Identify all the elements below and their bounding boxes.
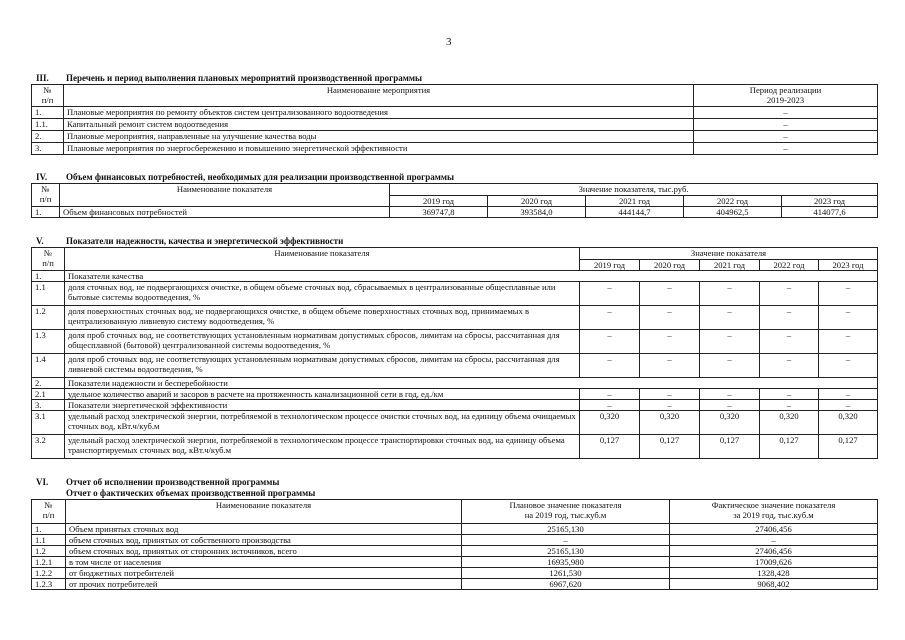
row-value: – bbox=[700, 282, 760, 306]
table-row bbox=[32, 282, 878, 306]
row-no: 3.1 bbox=[32, 411, 65, 435]
actual-volumes-table bbox=[31, 499, 878, 590]
row-period: – bbox=[694, 119, 878, 131]
row-value: 0,320 bbox=[700, 411, 760, 435]
table-row bbox=[32, 568, 878, 579]
row-name: в том числе от населения bbox=[66, 557, 462, 568]
row-no: 1. bbox=[32, 271, 65, 282]
table-row bbox=[32, 546, 878, 557]
row-value: – bbox=[700, 389, 760, 400]
row-period: – bbox=[694, 131, 878, 143]
row-no: 1.2 bbox=[32, 306, 65, 330]
row-value: – bbox=[760, 400, 819, 411]
row-value: – bbox=[760, 354, 819, 378]
row-name: объем сточных вод, принятых от собственного производства bbox=[66, 535, 462, 546]
row-no: 1.2.3 bbox=[32, 579, 66, 590]
row-value: – bbox=[819, 389, 878, 400]
row-fact: 9068,402 bbox=[670, 579, 878, 590]
section-4-title: Объем финансовых потребностей, необходимых для реализации производственной программы bbox=[66, 172, 455, 182]
row-name: доля сточных вод, не подвергающихся очистке, в общем объеме сточных вод, сбрасываемых в централизованные общесплавные или бытовые системы водоотведения, % bbox=[65, 282, 580, 306]
row-fact: 17009,626 bbox=[670, 557, 878, 568]
table-row bbox=[32, 557, 878, 568]
row-period: – bbox=[694, 107, 878, 119]
page-number: 3 bbox=[446, 36, 452, 48]
col-header-plan: Плановое значение показателя на 2019 год, тыс.куб.м bbox=[462, 500, 670, 524]
year-header: 2019 год bbox=[580, 260, 640, 271]
row-value: 0,127 bbox=[640, 435, 700, 459]
row-no: 1.1 bbox=[32, 282, 65, 306]
row-value: 0,320 bbox=[640, 411, 700, 435]
col-header-measure: Наименование мероприятия bbox=[64, 85, 694, 107]
row-name: Плановые мероприятия по ремонту объектов систем централизованного водоотведения bbox=[64, 107, 694, 119]
col-header-no: № п/п bbox=[32, 248, 65, 271]
col-header-fact: Фактическое значение показателя за 2019 год, тыс.куб.м bbox=[670, 500, 878, 524]
col-header-indicator: Наименование показателя bbox=[66, 500, 462, 524]
row-name: от прочих потребителей bbox=[66, 579, 462, 590]
row-no: 2.1 bbox=[32, 389, 65, 400]
row-no: 2. bbox=[32, 131, 64, 143]
table-row bbox=[32, 131, 878, 143]
row-no: 1.3 bbox=[32, 330, 65, 354]
row-value: 0,127 bbox=[700, 435, 760, 459]
row-value: 0,127 bbox=[760, 435, 819, 459]
year-header: 2022 год bbox=[684, 196, 782, 207]
year-header: 2023 год bbox=[782, 196, 878, 207]
row-no: 1. bbox=[32, 207, 60, 218]
col-header-period: Период реализации 2019-2023 bbox=[694, 85, 878, 107]
year-header: 2021 год bbox=[700, 260, 760, 271]
row-value: 369747,8 bbox=[390, 207, 488, 218]
year-header: 2023 год bbox=[819, 260, 878, 271]
row-plan: 25165,130 bbox=[462, 524, 670, 535]
table-row bbox=[32, 435, 878, 459]
row-value: – bbox=[580, 389, 640, 400]
table-row bbox=[32, 579, 878, 590]
row-value: – bbox=[760, 282, 819, 306]
row-value: 393584,0 bbox=[488, 207, 586, 218]
year-header: 2022 год bbox=[760, 260, 819, 271]
row-value: – bbox=[640, 389, 700, 400]
col-header-indicator: Наименование показателя bbox=[60, 184, 390, 207]
year-header: 2019 год bbox=[390, 196, 488, 207]
reliability-indicators-table bbox=[31, 247, 878, 459]
section-6-title: Отчет об исполнении производственной программы bbox=[66, 477, 280, 487]
row-value: 0,127 bbox=[580, 435, 640, 459]
row-plan: 1261,530 bbox=[462, 568, 670, 579]
row-value: – bbox=[819, 282, 878, 306]
table-row bbox=[32, 400, 878, 411]
row-value: – bbox=[760, 330, 819, 354]
year-header: 2020 год bbox=[640, 260, 700, 271]
row-value: 0,320 bbox=[819, 411, 878, 435]
row-name: удельный расход электрической энергии, потребляемой в технологическом процессе очистки сточных вод, на единицу объема очищаемых сточных вод, кВт.ч/куб.м bbox=[65, 411, 580, 435]
financial-needs-table bbox=[31, 183, 878, 218]
row-no: 1.1 bbox=[32, 535, 66, 546]
row-name: Плановые мероприятия, направленные на улучшение качества воды bbox=[64, 131, 694, 143]
col-header-no: № п/п bbox=[32, 85, 64, 107]
row-no: 1.2 bbox=[32, 546, 66, 557]
row-value: – bbox=[640, 282, 700, 306]
row-no: 2. bbox=[32, 378, 65, 389]
row-value: – bbox=[700, 330, 760, 354]
row-no: 1.1. bbox=[32, 119, 64, 131]
row-name: Показатели качества bbox=[65, 271, 878, 282]
row-fact: – bbox=[670, 535, 878, 546]
table-row bbox=[32, 354, 878, 378]
section-6-heading bbox=[36, 477, 279, 487]
table-row bbox=[32, 411, 878, 435]
section-6-number: VI. bbox=[36, 477, 49, 487]
table-row bbox=[32, 535, 878, 546]
row-name: доля поверхностных сточных вод, не подвергающихся очистке, в общем объеме поверхностных сточных вод, принимаемых в централизованную ливневую систему водоотведения, % bbox=[65, 306, 580, 330]
section-3-number: III. bbox=[36, 73, 49, 83]
table-row bbox=[32, 306, 878, 330]
row-name: доля проб сточных вод, не соответствующих установленным нормативам допустимых сбросов, лимитам на сбросы, рассчитанная для общесплавной (бытовой) централизованной системы водоотведения, % bbox=[65, 330, 580, 354]
row-value: 444144,7 bbox=[586, 207, 684, 218]
col-header-value: Значение показателя bbox=[580, 248, 878, 260]
row-value: – bbox=[760, 306, 819, 330]
table-row bbox=[32, 330, 878, 354]
row-no: 1.2.2 bbox=[32, 568, 66, 579]
section-5-heading bbox=[36, 236, 343, 246]
table-row bbox=[32, 524, 878, 535]
row-value: – bbox=[819, 400, 878, 411]
row-value: – bbox=[580, 400, 640, 411]
row-value: – bbox=[760, 389, 819, 400]
row-plan: – bbox=[462, 535, 670, 546]
col-header-no: № п/п bbox=[32, 500, 66, 524]
row-value: – bbox=[580, 282, 640, 306]
row-fact: 27406,456 bbox=[670, 546, 878, 557]
year-header: 2020 год bbox=[488, 196, 586, 207]
section-3-title: Перечень и период выполнения плановых мероприятий производственной программы bbox=[66, 73, 423, 83]
row-no: 3.2 bbox=[32, 435, 65, 459]
row-no: 1. bbox=[32, 524, 66, 535]
row-value: – bbox=[700, 354, 760, 378]
row-no: 1.2.1 bbox=[32, 557, 66, 568]
row-name: Показатели энергетической эффективности bbox=[65, 400, 580, 411]
planned-measures-table bbox=[31, 84, 878, 155]
row-name: Показатели надежности и бесперебойности bbox=[65, 378, 878, 389]
row-value: – bbox=[580, 330, 640, 354]
row-name: доля проб сточных вод, не соответствующих установленным нормативам допустимых сбросов, лимитам на сбросы, рассчитанная для ливневой системы водоотведения, % bbox=[65, 354, 580, 378]
section-3-heading bbox=[36, 73, 422, 83]
col-header-value: Значение показателя, тыс.руб. bbox=[390, 184, 878, 196]
row-no: 3. bbox=[32, 143, 64, 155]
row-value: – bbox=[580, 354, 640, 378]
row-no: 1.4 bbox=[32, 354, 65, 378]
row-name: Объем принятых сточных вод bbox=[66, 524, 462, 535]
row-fact: 27406,456 bbox=[670, 524, 878, 535]
row-plan: 16935,980 bbox=[462, 557, 670, 568]
row-fact: 1328,428 bbox=[670, 568, 878, 579]
table-row bbox=[32, 119, 878, 131]
row-value: – bbox=[640, 354, 700, 378]
row-plan: 6967,620 bbox=[462, 579, 670, 590]
row-name: удельный расход электрической энергии, потребляемой в технологическом процессе транспортировки сточных вод, на единицу объема транспортируемых сточных вод, кВт.ч/куб.м bbox=[65, 435, 580, 459]
row-plan: 25165,130 bbox=[462, 546, 670, 557]
year-header: 2021 год bbox=[586, 196, 684, 207]
row-value: – bbox=[640, 306, 700, 330]
table-row bbox=[32, 389, 878, 400]
row-value: – bbox=[700, 306, 760, 330]
section-6-subtitle: Отчет о фактических объемах производственной программы bbox=[66, 488, 316, 498]
row-value: – bbox=[819, 330, 878, 354]
row-value: – bbox=[640, 400, 700, 411]
section-4-heading bbox=[36, 172, 454, 182]
row-name: объем сточных вод, принятых от сторонних источников, всего bbox=[66, 546, 462, 557]
row-no: 3. bbox=[32, 400, 65, 411]
row-name: удельное количество аварий и засоров в расчете на протяженность канализационной сети в год, ед./км bbox=[65, 389, 580, 400]
col-header-no: № п/п bbox=[32, 184, 60, 207]
table-row bbox=[32, 107, 878, 119]
row-name: Плановые мероприятия по энергосбережению и повышению энергетической эффективности bbox=[64, 143, 694, 155]
table-row bbox=[32, 378, 878, 389]
row-value: – bbox=[580, 306, 640, 330]
table-row bbox=[32, 271, 878, 282]
row-value: – bbox=[819, 306, 878, 330]
row-value: – bbox=[640, 330, 700, 354]
section-5-title: Показатели надежности, качества и энергетической эффективности bbox=[66, 236, 344, 246]
row-value: – bbox=[700, 400, 760, 411]
section-5-number: V. bbox=[36, 236, 44, 246]
col-header-indicator: Наименование показателя bbox=[65, 248, 580, 271]
row-value: 0,127 bbox=[819, 435, 878, 459]
row-period: – bbox=[694, 143, 878, 155]
table-row bbox=[32, 207, 878, 218]
row-no: 1. bbox=[32, 107, 64, 119]
row-name: от бюджетных потребителей bbox=[66, 568, 462, 579]
row-value: 0,320 bbox=[760, 411, 819, 435]
row-value: – bbox=[819, 354, 878, 378]
row-value: 404962,5 bbox=[684, 207, 782, 218]
section-4-number: IV. bbox=[36, 172, 48, 182]
row-name: Объем финансовых потребностей bbox=[60, 207, 390, 218]
row-name: Капитальный ремонт систем водоотведения bbox=[64, 119, 694, 131]
row-value: 414077,6 bbox=[782, 207, 878, 218]
row-value: 0,320 bbox=[580, 411, 640, 435]
table-row bbox=[32, 143, 878, 155]
